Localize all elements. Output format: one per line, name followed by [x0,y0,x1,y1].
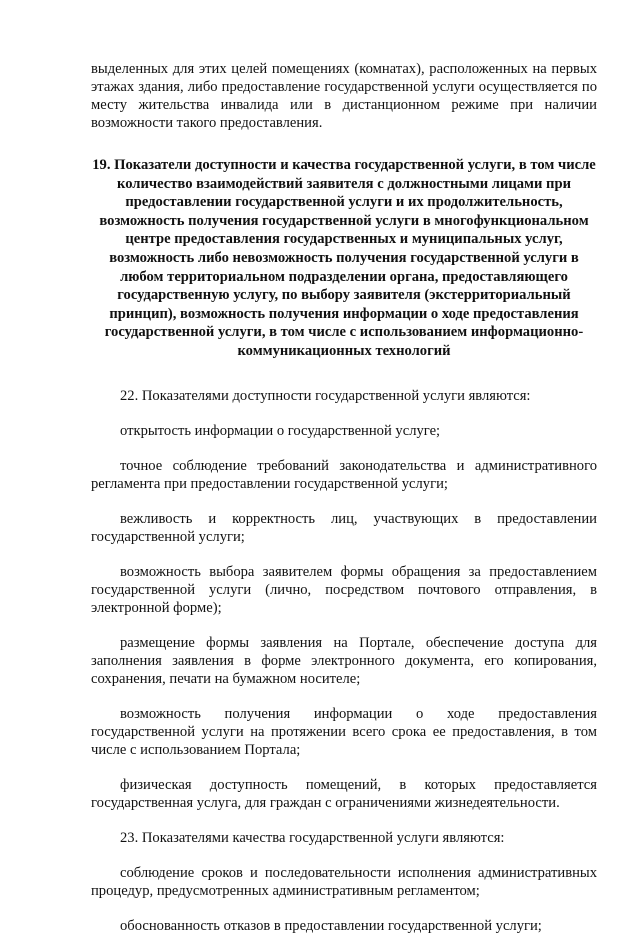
list-item: размещение формы заявления на Портале, обеспечение доступа для заполнения заявления в форме электронного документа, его копирования, сохранения, печати на бумажном носителе; [91,634,597,687]
list-item: точное соблюдение требований законодательства и административного регламента при предоставлении государственной услуги; [91,457,597,492]
list-item: возможность выбора заявителем формы обращения за предоставлением государственной услуги (лично, посредством почтового отправления, в электронной форме); [91,563,597,616]
list-item: обоснованность отказов в предоставлении государственной услуги; [120,917,542,934]
list-item: открытость информации о государственной услуге; [120,422,441,439]
list-item: соблюдение сроков и последовательности исполнения административных процедур, предусмотренных административным регламентом; [91,864,597,899]
paragraph-23: 23. Показателями качества государственной услуги являются: [120,829,505,846]
paragraph-22: 22. Показателями доступности государственной услуги являются: [120,387,531,404]
list-item: вежливость и корректность лиц, участвующих в предоставлении государственной услуги; [91,510,597,545]
list-item: физическая доступность помещений, в которых предоставляется государственная услуга, для граждан с ограничениями жизнедеятельности. [91,776,597,811]
list-item: возможность получения информации о ходе предоставления государственной услуги на протяжении всего срока ее предоставления, в том числе с использованием Портала; [91,705,597,758]
paragraph-continuation: выделенных для этих целей помещениях (комнатах), расположенных на первых этажах здания, либо предоставление государственной услуги осуществляется по месту жительства инвалида или в дистанционном режиме при наличии возможности такого предоставления. [91,61,597,131]
section-heading-19: 19. Показатели доступности и качества государственной услуги, в том числе количество взаимодействий заявителя с должностными лицами при предоставлении государственной услуги и их продолжительность, возможность получения государственной услуги в многофункциональном центре предоставления государственных и муниципальных услуг, возможность либо невозможность получения государственной услуги в любом территориальном подразделении органа, предоставляющего государственную услугу, по выбору заявителя (экстерриториальный принцип), возможность получения информации о ходе предоставления государственной услуги, в том числе с использованием информационно-коммуникационных технологий [92,157,596,359]
document-page [91,60,597,935]
